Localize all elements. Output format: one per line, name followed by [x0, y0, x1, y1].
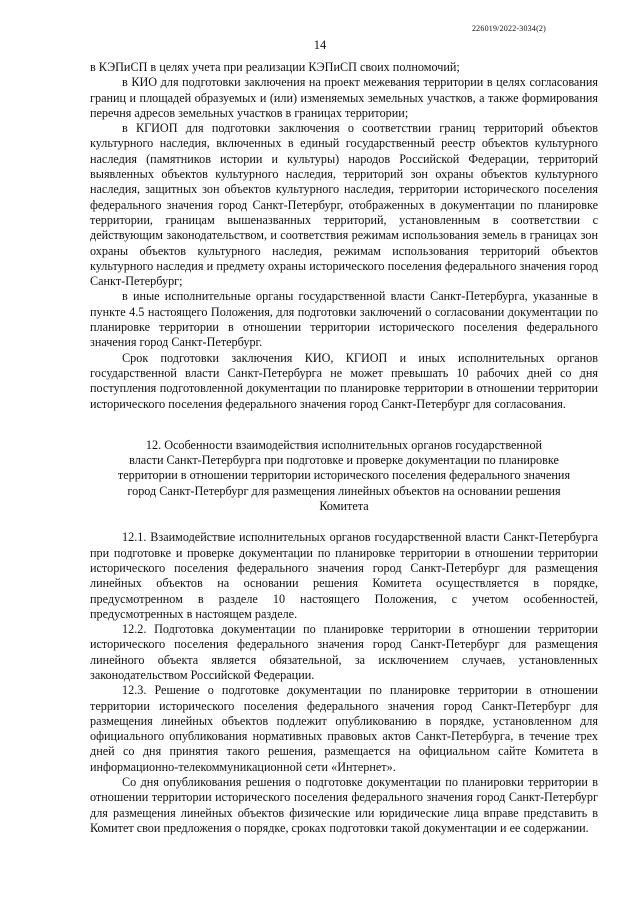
- heading-line: город Санкт-Петербург для размещения линейных объектов на основании решения: [127, 483, 561, 498]
- heading-line: 12. Особенности взаимодействия исполнительных органов государственной: [145, 437, 543, 452]
- heading-line: Комитета: [319, 499, 369, 514]
- paragraph-12-2: 12.2. Подготовка документации по планировке территории в отношении территории исторического поселения федерального значения город Санкт-Петербург для размещения линейного объекта является обязательной, за исключением случаев, установленных законодательством Российской Федерации.: [90, 622, 598, 682]
- heading-line: власти Санкт-Петербурга при подготовке и проверке документации по планировке: [129, 453, 559, 468]
- paragraph-kio: в КИО для подготовки заключения на проект межевания территории в целях согласования границ и площадей образуемых и (или) изменяемых земельных участков, а также формирования перечня адресов земельных участков в границах территории;: [90, 75, 598, 120]
- paragraph-deadline: Срок подготовки заключения КИО, КГИОП и иных исполнительных органов государственной власти Санкт-Петербурга не может превышать 10 рабочих дней со дня поступления подготовленной документации по планировке территории в отношении территории исторического поселения федерального значения город Санкт-Петербург для согласования.: [90, 350, 598, 411]
- paragraph-kgiop: в КГИОП для подготовки заключения о соответствии границ территорий объектов культурного наследия, включенных в единый государственный реестр объектов культурного наследия (памятников истории и культуры) народов Российской Федерации, территорий выявленных объектов культурного наследия, территорий зон охраны объектов культурного наследия, защитных зон объектов культурного наследия, территории исторического поселения федерального значения город Санкт-Петербург, отображенных в документации по планировке территории, границам вышеназванных территорий, установленным в соответствии с действующим законодательством, и соответствия режимам использования земель в границах зон охраны объектов культурного наследия, режимам использования территорий объектов культурного наследия и предмету охраны исторического поселения федерального значения город Санкт-Петербург;: [90, 121, 598, 289]
- document-number: 226019/2022-3034(2): [471, 24, 546, 33]
- paragraph-12-1: 12.1. Взаимодействие исполнительных органов государственной власти Санкт-Петербурга при подготовке и проверке документации по планировке территории в отношении территории исторического поселения федерального значения город Санкт-Петербург для размещения линейных объектов на основании решения Комитета осуществляется в порядке, предусмотренном в разделе 10 настоящего Положения, с учетом особенностей, предусмотренных в настоящем разделе.: [90, 530, 598, 621]
- section-12-heading: [96, 438, 592, 514]
- page-number: 14: [313, 38, 327, 52]
- document-body: [90, 60, 598, 836]
- paragraph-proposals: Со дня опубликования решения о подготовке документации по планировки территории в отношении территории исторического поселения федерального значения город Санкт-Петербург для размещения линейных объектов физические или юридические лица вправе представить в Комитет свои предложения о порядке, сроках подготовки такой документации и ее содержании.: [90, 775, 598, 835]
- heading-line: территории в отношении территории исторического поселения федерального значения: [117, 468, 571, 483]
- paragraph-kepisp: в КЭПиСП в целях учета при реализации КЭПиСП своих полномочий;: [90, 60, 460, 74]
- paragraph-other-organs: в иные исполнительные органы государственной власти Санкт-Петербурга, указанные в пункте 4.5 настоящего Положения, для подготовки заключений о согласовании документации по планировке территории в отношении территории исторического поселения федерального значения город Санкт-Петербург.: [90, 289, 598, 350]
- paragraph-12-3: 12.3. Решение о подготовке документации по планировке территории в отношении территории исторического поселения федерального значения город Санкт-Петербург для размещения линейных объектов подлежит опубликованию в порядке, установленном для официального опубликования нормативных правовых актов Санкт-Петербурга, в течение трех дней со дня принятия такого решения, размещается на официальном сайте Комитета в информационно-телекоммуникационной сети «Интернет».: [90, 683, 598, 774]
